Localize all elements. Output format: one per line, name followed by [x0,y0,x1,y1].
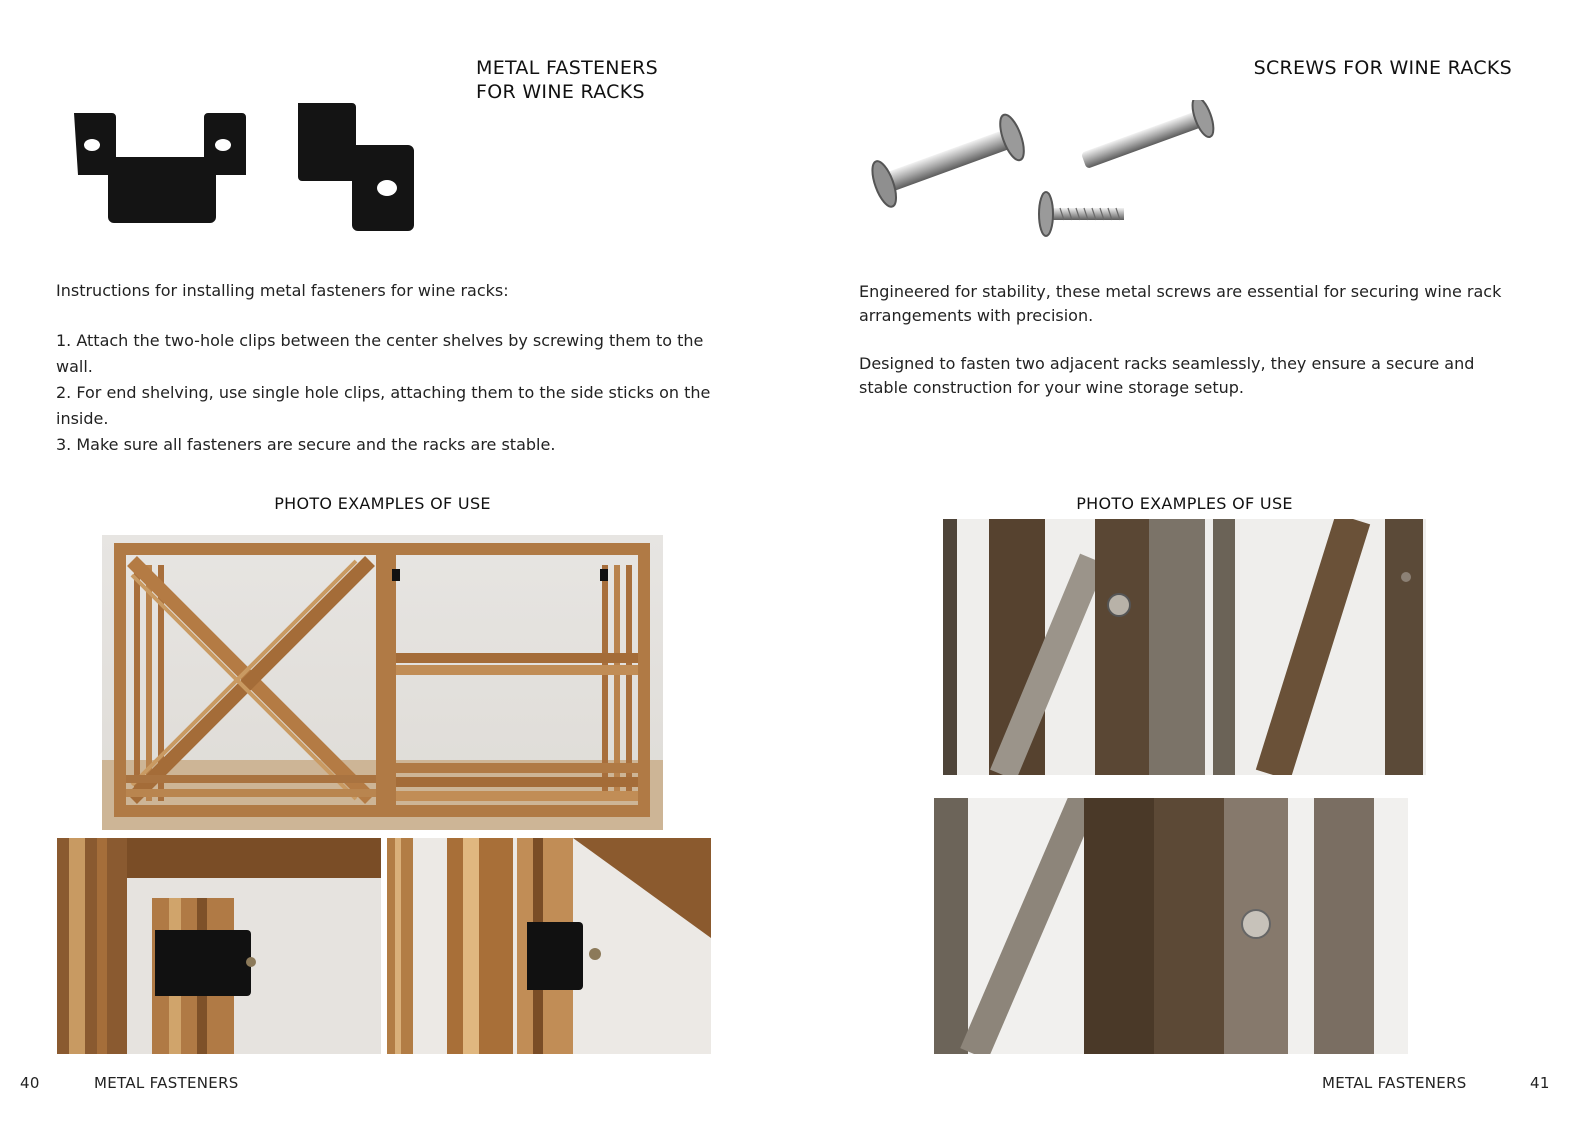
instruction-step-3: 3. Make sure all fasteners are secure and the racks are stable. [56,435,556,454]
left-title-line1: METAL FASTENERS [476,57,658,79]
screws-description [859,280,1519,400]
instruction-step-2: 2. For end shelving, use single hole clips, attaching them to the side sticks on the inside. [56,383,711,428]
installation-instructions [56,278,716,458]
fastener-closeup-photo-2 [387,838,711,1054]
wine-rack-screws-photo [860,100,1230,245]
left-footer-label: METAL FASTENERS [94,1074,239,1092]
left-title-line2: FOR WINE RACKS [476,81,645,103]
right-footer-label: METAL FASTENERS [1322,1074,1467,1092]
fastener-closeup-photo-1 [57,838,381,1054]
screw-closeup-photo-2 [934,798,1408,1054]
metal-fasteners-photo [60,95,430,245]
screws-paragraph-1: Engineered for stability, these metal screws are essential for securing wine rack arrangements with precision. [859,282,1502,325]
left-page-number: 40 [20,1074,40,1092]
instructions-intro: Instructions for installing metal fasteners for wine racks: [56,281,509,300]
screws-paragraph-2: Designed to fasten two adjacent racks seamlessly, they ensure a secure and stable construction for your wine storage setup. [859,354,1475,397]
wine-rack-photo [102,535,663,830]
left-photo-heading: PHOTO EXAMPLES OF USE [274,494,491,513]
left-page-title [476,56,736,104]
right-page-number: 41 [1530,1074,1550,1092]
instruction-step-1: 1. Attach the two-hole clips between the center shelves by screwing them to the wall. [56,331,704,376]
right-page-title: SCREWS FOR WINE RACKS [1253,57,1512,79]
screw-closeup-photo-1 [943,519,1426,775]
right-photo-heading: PHOTO EXAMPLES OF USE [1076,494,1293,513]
